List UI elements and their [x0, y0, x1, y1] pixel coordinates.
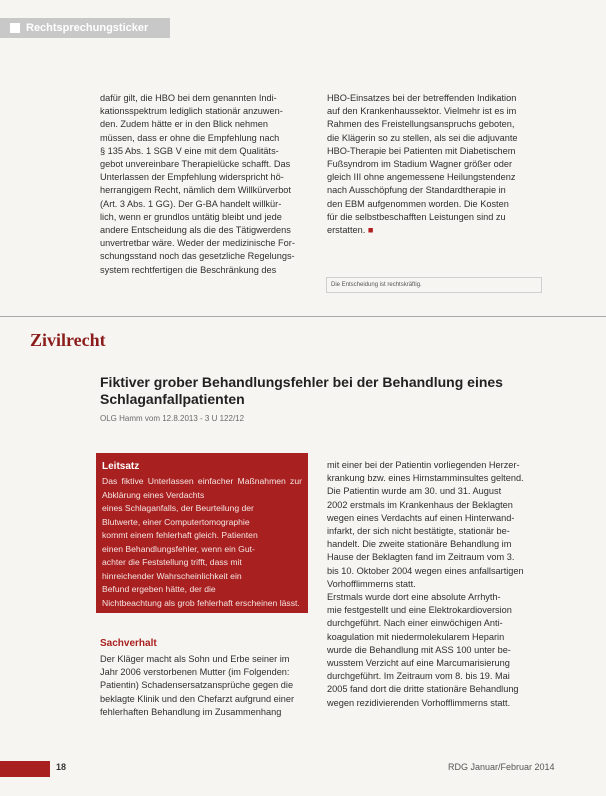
leitsatz-line: eines Schlaganfalls, der Beurteilung der [102, 503, 254, 513]
page-number: 18 [56, 762, 67, 772]
issue-label: RDG Januar/Februar 2014 [448, 762, 555, 772]
text-line: dafür gilt, die HBO bei dem genannten Indi- [100, 93, 277, 103]
leitsatz-title: Leitsatz [102, 461, 140, 472]
text-line: Fußsyndrom im Stadium Wagner größer oder [327, 159, 513, 170]
text-line: Jahr 2006 verstorbenen Mutter (im Folgenden: [100, 667, 290, 678]
footer-accent-bar [0, 761, 50, 777]
article-headline: Fiktiver grober Behandlungsfehler bei der Behandlung eines Schlaganfallpatienten [100, 374, 503, 407]
text-line: gebot unvereinbare Therapielücke schafft. Das [100, 159, 291, 170]
text-line: wegen eines Verdachts auf einen Hinterwand- [327, 512, 515, 523]
text-line: die Klägerin so zu stellen, als sei die adjuvante [327, 132, 518, 143]
text-line: mit einer bei der Patientin vorliegenden Herzer- [327, 460, 520, 470]
text-line: HBO-Therapie bei Patienten mit Diabetischem [327, 145, 516, 156]
section-title: Zivilrecht [30, 330, 106, 350]
leitsatz-text [102, 475, 302, 610]
leitsatz-line: achter die Feststellung trifft, dass mit [102, 557, 242, 567]
text-line: nach Ausschöpfung der Standardtherapie in [327, 185, 506, 196]
leitsatz-line: Befund ergeben hätte, der die [102, 584, 216, 594]
text-line: bis 10. Oktober 2004 wegen eines anfallsartigen [327, 565, 524, 576]
text-line: Rahmen des Freistellungsanspruchs geboten, [327, 119, 515, 130]
text-column-right-top [327, 92, 543, 237]
text-line: kationsspektrum lediglich stationär anzuwen- [100, 106, 283, 117]
text-line: system rechtfertigen die Beschränkung des [100, 264, 277, 275]
leitsatz-box [96, 453, 308, 613]
divider [0, 316, 606, 317]
text-column-left-top [100, 92, 308, 277]
decision-note-box [326, 277, 542, 293]
text-line: den EBM aufgenommen worden. Die Kosten [327, 198, 509, 209]
text-line: unvertretbar wäre. Weder der medizinische For- [100, 238, 295, 249]
text-line: 2005 fand dort die dritte stationäre Behandlung [327, 684, 519, 695]
text-column-right-bottom [327, 459, 543, 710]
text-line: mie festgestellt und eine Elektrokardioversion [327, 605, 512, 616]
leitsatz-line: hinreichender Wahrscheinlichkeit ein [102, 570, 242, 581]
text-line: wusstem Verzicht auf eine Marcumarisierung [327, 658, 510, 669]
text-line: Erstmals wurde dort eine absolute Arrhyth- [327, 592, 501, 603]
header-title: Rechtsprechungsticker [26, 22, 149, 34]
header-square-icon [10, 23, 20, 33]
text-line: (Art. 3 Abs. 1 GG). Der G-BA handelt willkür- [100, 198, 282, 209]
text-line: Die Patientin wurde am 30. und 31. August [327, 486, 502, 497]
text-line: durchgeführt. Nach einer einwöchigen Anti- [327, 618, 503, 629]
leitsatz-line: Das fiktive Unterlassen einfacher Maßnahmen zur Abklärung eines Verdachts [102, 476, 302, 500]
leitsatz-line: Blutwerte, einer Computertomographie [102, 516, 250, 527]
text-line: schungsstand noch das gesetzliche Regelungs- [100, 251, 295, 262]
text-line: auf den Krankenhaussektor. Vielmehr ist es im [327, 106, 517, 117]
text-line: infarkt, der sich nicht bestätigte, stationär be- [327, 526, 510, 537]
text-line: gleich III ohne angemessene Heilungstendenz [327, 172, 516, 183]
text-line: erstatten. ■ [327, 225, 374, 236]
text-line: HBO-Einsatzes bei der betreffenden Indikation [327, 93, 517, 103]
leitsatz-line: einen Behandlungsfehler, wenn ein Gut- [102, 543, 255, 554]
text-line: wurde die Behandlung mit ASS 100 unter be- [327, 644, 511, 655]
text-line: krankung bzw. eines Hirnstamminsultes geltend. [327, 473, 524, 484]
text-line: für die selbstbeschafften Leistungen sind zu [327, 211, 506, 222]
text-line: lich, wenn er grundlos untätig bleibt und jede [100, 211, 282, 222]
text-line: wegen rezidivierenden Vorhofflimmerns statt. [327, 697, 511, 708]
text-line: koagulation mit niedermolekularem Heparin [327, 631, 505, 642]
section-header-bar [0, 18, 170, 38]
text-line: Der Kläger macht als Sohn und Erbe seiner im [100, 654, 290, 664]
article-citation: OLG Hamm vom 12.8.2013 - 3 U 122/12 [100, 414, 245, 423]
sachverhalt-title: Sachverhalt [100, 638, 157, 649]
sachverhalt-text [100, 653, 308, 719]
text-line: durchgeführt. Im Zeitraum vom 8. bis 19. Mai [327, 671, 510, 682]
end-mark-icon: ■ [365, 225, 374, 236]
text-line: fehlerhaften Behandlung im Zusammenhang [100, 706, 282, 717]
text-line: handelt. Die zweite stationäre Behandlung im [327, 539, 512, 550]
text-line: herrangigem Recht, nämlich dem Willkürverbot [100, 185, 291, 196]
text-line: Patientin) Schadensersatzansprüche gegen die [100, 680, 294, 691]
text-line: Hause der Beklagten fand im Zeitraum vom 3. [327, 552, 515, 563]
text-line: beklagte Klinik und den Chefarzt aufgrund einer [100, 693, 295, 704]
text-line: müssen, dass er ohne die Empfehlung nach [100, 132, 280, 143]
leitsatz-line: Nichtbeachtung als grob fehlerhaft erscheinen lässt. [102, 597, 300, 608]
text-line: andere Entscheidung als die des Tätigwerdens [100, 225, 291, 236]
text-line: § 135 Abs. 1 SGB V eine mit dem Qualitäts- [100, 145, 279, 156]
text-line: 2002 erstmals im Krankenhaus der Beklagten [327, 499, 513, 510]
decision-note: Die Entscheidung ist rechtskräftig. [331, 282, 422, 288]
text-line: Vorhofflimmerns statt. [327, 578, 416, 589]
leitsatz-line: kommt einem fehlerhaft gleich. Patienten [102, 530, 258, 540]
text-line: Unterlassen der Empfehlung widerspricht hö- [100, 172, 284, 183]
text-line: den. Zudem hätte er in den Blick nehmen [100, 119, 269, 130]
